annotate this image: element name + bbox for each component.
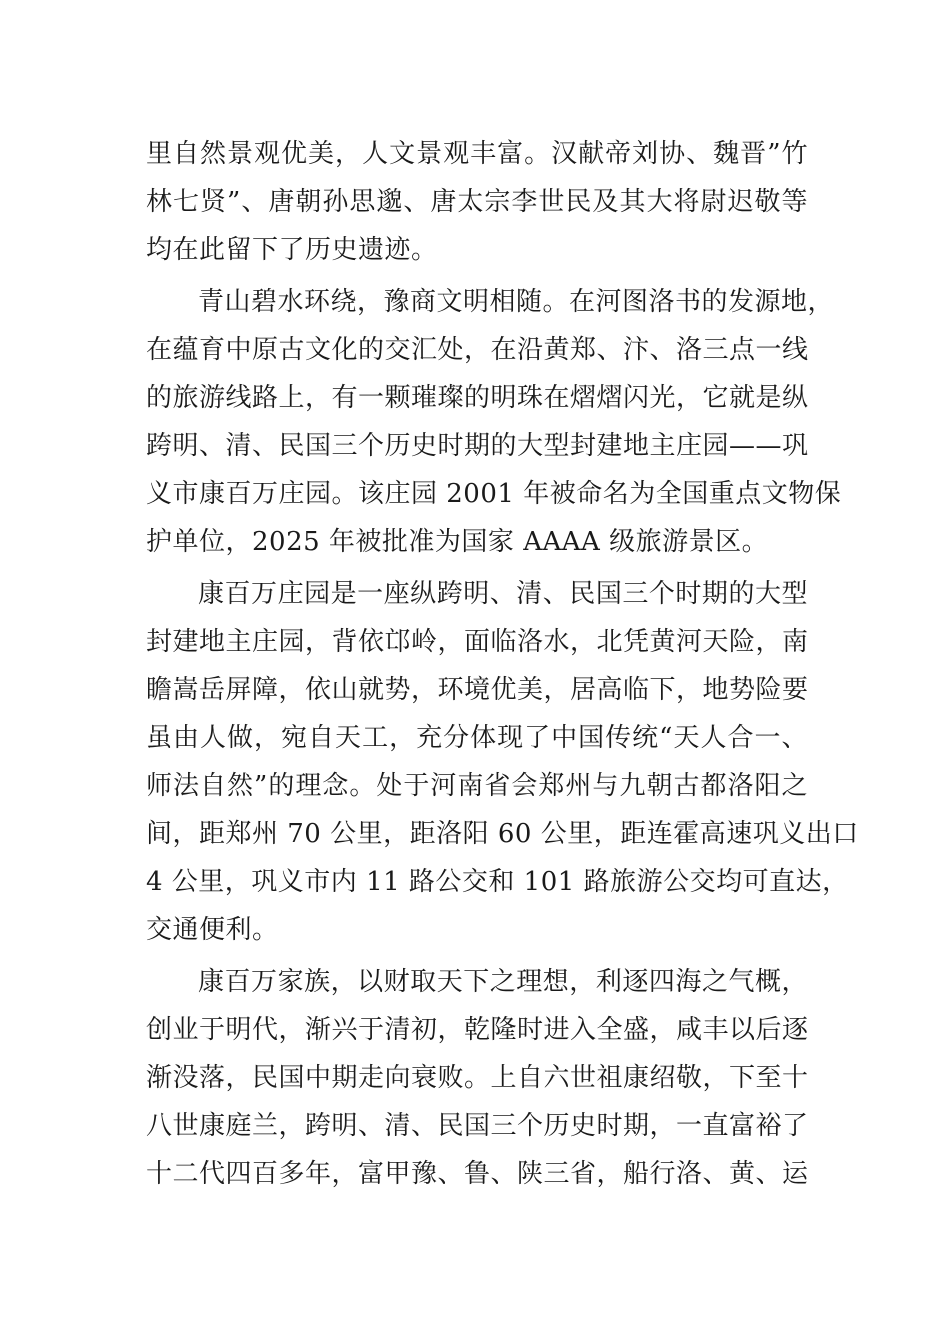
text-line: 护单位，2025 年被批准为国家 AAAA 级旅游景区。 xyxy=(146,527,769,557)
paragraph xyxy=(146,278,842,566)
document-body xyxy=(146,130,859,1198)
text-line: 林七贤”、唐朝孙思邈、唐太宗李世民及其大将尉迟敬等 xyxy=(146,187,808,217)
text-line: 十二代四百多年，富甲豫、鲁、陕三省，船行洛、黄、运 xyxy=(146,1159,809,1189)
text-line: 虽由人做，宛自天工，充分体现了中国传统“天人合一、 xyxy=(146,723,808,753)
text-line: 在蕴育中原古文化的交汇处，在沿黄郑、汴、洛三点一线 xyxy=(146,335,809,365)
paragraph xyxy=(146,130,808,274)
text-line: 义市康百万庄园。该庄园 2001 年被命名为全国重点文物保 xyxy=(146,479,842,509)
text-line: 康百万庄园是一座纵跨明、清、民国三个时期的大型 xyxy=(198,579,808,609)
text-line: 创业于明代，渐兴于清初，乾隆时进入全盛，咸丰以后逐 xyxy=(146,1015,809,1045)
text-line: 瞻嵩岳屏障，依山就势，环境优美，居高临下，地势险要 xyxy=(146,675,809,705)
text-line: 里自然景观优美，人文景观丰富。汉献帝刘协、魏晋”竹 xyxy=(146,139,808,169)
text-line: 均在此留下了历史遗迹。 xyxy=(146,235,438,265)
text-line: 八世康庭兰，跨明、清、民国三个历史时期，一直富裕了 xyxy=(146,1111,809,1141)
text-line: 康百万家族，以财取天下之理想，利逐四海之气概， xyxy=(198,967,808,997)
text-line: 4 公里，巩义市内 11 路公交和 101 路旅游公交均可直达， xyxy=(146,867,849,897)
text-line: 师法自然”的理念。处于河南省会郑州与九朝古都洛阳之 xyxy=(146,771,808,801)
text-line: 封建地主庄园，背依邙岭，面临洛水，北凭黄河天险，南 xyxy=(146,627,809,657)
text-line: 交通便利。 xyxy=(146,915,279,945)
paragraph xyxy=(146,570,859,954)
text-line: 的旅游线路上，有一颗璀璨的明珠在熠熠闪光，它就是纵 xyxy=(146,383,809,413)
text-line: 间，距郑州 70 公里，距洛阳 60 公里，距连霍高速巩义出口 xyxy=(146,819,859,849)
text-line: 青山碧水环绕，豫商文明相随。在河图洛书的发源地， xyxy=(198,287,835,317)
text-line: 跨明、清、民国三个历史时期的大型封建地主庄园——巩 xyxy=(146,431,809,461)
text-line: 渐没落，民国中期走向衰败。上自六世祖康绍敬，下至十 xyxy=(146,1063,809,1093)
paragraph xyxy=(146,958,808,1198)
